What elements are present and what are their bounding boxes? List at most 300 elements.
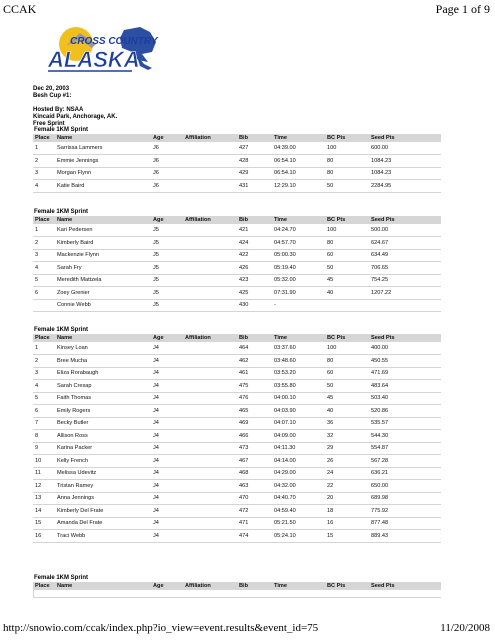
age-cell: J4	[151, 492, 183, 505]
time-cell: 07:31.90	[272, 287, 325, 300]
affiliation-cell	[183, 517, 237, 530]
bib-cell: 474	[237, 530, 272, 543]
col-place: Place	[33, 582, 55, 590]
affiliation-cell	[183, 392, 237, 405]
col-bib: Bib	[237, 216, 272, 224]
table-row	[33, 405, 441, 418]
place-cell: 16	[33, 530, 55, 543]
section-title: Female 1KM Sprint	[34, 327, 89, 333]
seed-pts-cell: 706.65	[369, 262, 441, 275]
bib-cell: 463	[237, 480, 272, 493]
place-cell: 6	[33, 287, 55, 300]
bc-pts-cell: 45	[325, 392, 369, 405]
seed-pts-cell: 503.40	[369, 392, 441, 405]
col-time: Time	[272, 582, 325, 590]
table-row	[33, 442, 441, 455]
bc-pts-cell: 45	[325, 274, 369, 287]
place-cell: 15	[33, 517, 55, 530]
seed-pts-cell: 483.64	[369, 380, 441, 393]
affiliation-cell	[183, 237, 237, 250]
page-number: Page 1 of 9	[435, 2, 490, 16]
bc-pts-cell: 36	[325, 417, 369, 430]
age-cell: J5	[151, 287, 183, 300]
place-cell	[33, 299, 55, 312]
table-row	[33, 180, 441, 193]
col-age: Age	[151, 216, 183, 224]
bib-cell: 475	[237, 380, 272, 393]
name-cell: Morgan Flynn	[55, 167, 151, 180]
seed-pts-cell: 520.86	[369, 405, 441, 418]
results-section-1	[33, 126, 441, 193]
age-cell: J4	[151, 480, 183, 493]
seed-pts-cell: 775.92	[369, 505, 441, 518]
affiliation-cell	[183, 142, 237, 155]
bib-cell: 421	[237, 224, 272, 237]
time-cell: 04:07.10	[272, 417, 325, 430]
name-cell: Kimberly Del Frate	[55, 505, 151, 518]
age-cell: J4	[151, 342, 183, 355]
time-cell: 04:32.00	[272, 480, 325, 493]
bib-cell: 468	[237, 467, 272, 480]
seed-pts-cell	[369, 299, 441, 312]
bc-pts-cell: 50	[325, 262, 369, 275]
name-cell: Faith Thomas	[55, 392, 151, 405]
place-cell: 3	[33, 249, 55, 262]
name-cell: Kinsey Loan	[55, 342, 151, 355]
bc-pts-cell: 80	[325, 167, 369, 180]
seed-pts-cell: 889.43	[369, 530, 441, 543]
age-cell: J4	[151, 442, 183, 455]
table-row	[33, 167, 441, 180]
table-header-row	[33, 134, 441, 142]
bc-pts-cell: 100	[325, 142, 369, 155]
table-row	[33, 155, 441, 168]
bc-pts-cell: 80	[325, 155, 369, 168]
col-place: Place	[33, 334, 55, 342]
col-bc-pts: BC Pts	[325, 216, 369, 224]
name-cell: Melissa Udevitz	[55, 467, 151, 480]
table-row	[33, 355, 441, 368]
seed-pts-cell: 754.25	[369, 274, 441, 287]
time-cell: 12:29.10	[272, 180, 325, 193]
affiliation-cell	[183, 505, 237, 518]
table-header-row	[33, 334, 441, 342]
place-cell: 13	[33, 492, 55, 505]
bc-pts-cell: 100	[325, 342, 369, 355]
bc-pts-cell	[325, 299, 369, 312]
col-bc-pts: BC Pts	[325, 582, 369, 590]
affiliation-cell	[183, 342, 237, 355]
seed-pts-cell: 600.00	[369, 142, 441, 155]
col-seed-pts: Seed Pts	[369, 134, 441, 142]
table-row	[33, 517, 441, 530]
col-place: Place	[33, 134, 55, 142]
name-cell: Kimberly Baird	[55, 237, 151, 250]
name-cell: Amanda Del Frate	[55, 517, 151, 530]
affiliation-cell	[183, 530, 237, 543]
place-cell: 3	[33, 367, 55, 380]
place-cell: 7	[33, 417, 55, 430]
place-cell: 2	[33, 355, 55, 368]
table-row	[33, 380, 441, 393]
seed-pts-cell: 554.87	[369, 442, 441, 455]
place-cell: 6	[33, 405, 55, 418]
bib-cell: 428	[237, 155, 272, 168]
seed-pts-cell: 535.57	[369, 417, 441, 430]
time-cell: 04:00.10	[272, 392, 325, 405]
seed-pts-cell: 689.98	[369, 492, 441, 505]
time-cell: 04:09.00	[272, 430, 325, 443]
affiliation-cell	[183, 405, 237, 418]
col-name: Name	[55, 134, 151, 142]
seed-pts-cell: 567.28	[369, 455, 441, 468]
event-venue: Kincaid Park, Anchorage, AK.	[33, 114, 118, 120]
col-age: Age	[151, 134, 183, 142]
name-cell: Karina Packer	[55, 442, 151, 455]
table-row	[33, 467, 441, 480]
col-place: Place	[33, 216, 55, 224]
name-cell: Connie Webb	[55, 299, 151, 312]
time-cell: 04:03.90	[272, 405, 325, 418]
bc-pts-cell: 80	[325, 237, 369, 250]
cross-country-alaska-logo	[36, 24, 166, 76]
time-cell: 05:21.50	[272, 517, 325, 530]
age-cell: J4	[151, 392, 183, 405]
place-cell: 9	[33, 442, 55, 455]
name-cell: Anna Jennings	[55, 492, 151, 505]
place-cell: 1	[33, 142, 55, 155]
seed-pts-cell: 2284.95	[369, 180, 441, 193]
bib-cell: 424	[237, 237, 272, 250]
table-body	[33, 142, 441, 192]
place-cell: 14	[33, 505, 55, 518]
results-table	[33, 134, 441, 193]
event-style: Free Sprint	[33, 121, 65, 127]
col-bc-pts: BC Pts	[325, 134, 369, 142]
bib-cell: 476	[237, 392, 272, 405]
age-cell: J4	[151, 380, 183, 393]
time-cell: 04:14.00	[272, 455, 325, 468]
affiliation-cell	[183, 442, 237, 455]
bc-pts-cell: 24	[325, 467, 369, 480]
affiliation-cell	[183, 287, 237, 300]
results-table	[33, 334, 441, 543]
name-cell: Sarrissa Lammers	[55, 142, 151, 155]
col-age: Age	[151, 582, 183, 590]
place-cell: 2	[33, 237, 55, 250]
col-name: Name	[55, 334, 151, 342]
affiliation-cell	[183, 455, 237, 468]
time-cell: -	[272, 299, 325, 312]
table-row	[33, 492, 441, 505]
bc-pts-cell: 60	[325, 249, 369, 262]
seed-pts-cell: 624.67	[369, 237, 441, 250]
seed-pts-cell: 634.49	[369, 249, 441, 262]
col-time: Time	[272, 134, 325, 142]
age-cell: J4	[151, 505, 183, 518]
age-cell: J4	[151, 455, 183, 468]
time-cell: 06:54.10	[272, 155, 325, 168]
affiliation-cell	[183, 355, 237, 368]
table-row	[33, 299, 441, 312]
time-cell: 04:57.70	[272, 237, 325, 250]
name-cell: Katie Baird	[55, 180, 151, 193]
col-seed-pts: Seed Pts	[369, 334, 441, 342]
affiliation-cell	[183, 480, 237, 493]
name-cell: Eliza Rorabaugh	[55, 367, 151, 380]
logo-graphic	[36, 24, 166, 76]
table-row	[33, 430, 441, 443]
affiliation-cell	[183, 167, 237, 180]
event-info	[33, 86, 233, 128]
affiliation-cell	[183, 417, 237, 430]
age-cell: J4	[151, 367, 183, 380]
place-cell: 12	[33, 480, 55, 493]
name-cell: Sarah Cresap	[55, 380, 151, 393]
age-cell: J4	[151, 430, 183, 443]
bc-pts-cell: 100	[325, 224, 369, 237]
time-cell: 04:39.00	[272, 142, 325, 155]
time-cell: 04:11.30	[272, 442, 325, 455]
bc-pts-cell: 40	[325, 287, 369, 300]
age-cell: J5	[151, 237, 183, 250]
table-row	[33, 455, 441, 468]
bc-pts-cell: 32	[325, 430, 369, 443]
col-name: Name	[55, 582, 151, 590]
table-row	[33, 274, 441, 287]
bib-cell: 465	[237, 405, 272, 418]
seed-pts-cell: 877.48	[369, 517, 441, 530]
age-cell: J4	[151, 517, 183, 530]
place-cell: 11	[33, 467, 55, 480]
bc-pts-cell: 50	[325, 380, 369, 393]
page-break-edge	[33, 590, 441, 598]
table-row	[33, 237, 441, 250]
bib-cell: 426	[237, 262, 272, 275]
age-cell: J6	[151, 167, 183, 180]
bib-cell: 427	[237, 142, 272, 155]
name-cell: Kari Pedersen	[55, 224, 151, 237]
results-table	[33, 216, 441, 312]
age-cell: J5	[151, 299, 183, 312]
table-row	[33, 367, 441, 380]
place-cell: 2	[33, 155, 55, 168]
age-cell: J4	[151, 417, 183, 430]
time-cell: 06:54.10	[272, 167, 325, 180]
section-title: Female 1KM Sprint	[34, 127, 89, 133]
time-cell: 05:32.00	[272, 274, 325, 287]
seed-pts-cell: 400.00	[369, 342, 441, 355]
bib-cell: 423	[237, 274, 272, 287]
time-cell: 03:55.80	[272, 380, 325, 393]
print-date: 11/20/2008	[440, 622, 490, 634]
seed-pts-cell: 450.55	[369, 355, 441, 368]
age-cell: J5	[151, 249, 183, 262]
col-time: Time	[272, 334, 325, 342]
place-cell: 4	[33, 380, 55, 393]
event-name: Besh Cup #1:	[33, 93, 72, 99]
svg-text:ALASKA: ALASKA	[48, 47, 140, 72]
table-body	[33, 224, 441, 312]
col-time: Time	[272, 216, 325, 224]
age-cell: J6	[151, 180, 183, 193]
affiliation-cell	[183, 492, 237, 505]
col-name: Name	[55, 216, 151, 224]
name-cell: Tristan Ramey	[55, 480, 151, 493]
bib-cell: 425	[237, 287, 272, 300]
affiliation-cell	[183, 262, 237, 275]
bc-pts-cell: 16	[325, 517, 369, 530]
section-title: Female 1KM Sprint	[34, 575, 89, 581]
age-cell: J6	[151, 142, 183, 155]
time-cell: 04:40.70	[272, 492, 325, 505]
page-url: http://snowio.com/ccak/index.php?io_view=event.results&event_id=75	[3, 622, 319, 634]
table-row	[33, 530, 441, 543]
seed-pts-cell: 471.69	[369, 367, 441, 380]
time-cell: 05:00.30	[272, 249, 325, 262]
name-cell: Kelly French	[55, 455, 151, 468]
affiliation-cell	[183, 224, 237, 237]
table-row	[33, 505, 441, 518]
bc-pts-cell: 26	[325, 455, 369, 468]
seed-pts-cell: 1084.23	[369, 155, 441, 168]
affiliation-cell	[183, 155, 237, 168]
table-header-row	[33, 216, 441, 224]
table-row	[33, 142, 441, 155]
name-cell: Emmie Jennings	[55, 155, 151, 168]
place-cell: 10	[33, 455, 55, 468]
affiliation-cell	[183, 274, 237, 287]
name-cell: Allison Ross	[55, 430, 151, 443]
seed-pts-cell: 544.30	[369, 430, 441, 443]
name-cell: Mackenzie Flynn	[55, 249, 151, 262]
col-seed-pts: Seed Pts	[369, 216, 441, 224]
age-cell: J6	[151, 155, 183, 168]
svg-text:CROSS COUNTRY: CROSS COUNTRY	[70, 36, 158, 47]
site-title: CCAK	[3, 2, 37, 16]
name-cell: Zoey Grenier	[55, 287, 151, 300]
bib-cell: 470	[237, 492, 272, 505]
bib-cell: 430	[237, 299, 272, 312]
table-row	[33, 262, 441, 275]
print-header	[3, 2, 490, 20]
name-cell: Traci Webb	[55, 530, 151, 543]
place-cell: 3	[33, 167, 55, 180]
col-affiliation: Affiliation	[183, 134, 237, 142]
results-section-4	[33, 574, 441, 598]
age-cell: J4	[151, 405, 183, 418]
bib-cell: 464	[237, 342, 272, 355]
col-affiliation: Affiliation	[183, 216, 237, 224]
results-section-2	[33, 208, 441, 312]
bib-cell: 431	[237, 180, 272, 193]
col-bib: Bib	[237, 334, 272, 342]
time-cell: 05:24.10	[272, 530, 325, 543]
bib-cell: 473	[237, 442, 272, 455]
results-section-3	[33, 326, 441, 543]
age-cell: J5	[151, 224, 183, 237]
bc-pts-cell: 50	[325, 180, 369, 193]
seed-pts-cell: 636.21	[369, 467, 441, 480]
seed-pts-cell: 500.00	[369, 224, 441, 237]
name-cell: Becky Butler	[55, 417, 151, 430]
print-footer	[3, 622, 490, 636]
place-cell: 1	[33, 224, 55, 237]
name-cell: Bree Mucha	[55, 355, 151, 368]
col-affiliation: Affiliation	[183, 334, 237, 342]
place-cell: 8	[33, 430, 55, 443]
age-cell: J4	[151, 530, 183, 543]
bib-cell: 466	[237, 430, 272, 443]
seed-pts-cell: 650.00	[369, 480, 441, 493]
event-host: Hosted By: NSAA	[33, 107, 84, 113]
col-bib: Bib	[237, 582, 272, 590]
table-row	[33, 392, 441, 405]
age-cell: J5	[151, 262, 183, 275]
place-cell: 4	[33, 262, 55, 275]
bc-pts-cell: 29	[325, 442, 369, 455]
time-cell: 05:19.40	[272, 262, 325, 275]
results-table	[33, 582, 441, 590]
seed-pts-cell: 1084.23	[369, 167, 441, 180]
table-header-row	[33, 582, 441, 590]
time-cell: 03:53.20	[272, 367, 325, 380]
col-bc-pts: BC Pts	[325, 334, 369, 342]
time-cell: 04:59.40	[272, 505, 325, 518]
bib-cell: 429	[237, 167, 272, 180]
table-body	[33, 342, 441, 542]
age-cell: J5	[151, 274, 183, 287]
bib-cell: 462	[237, 355, 272, 368]
place-cell: 4	[33, 180, 55, 193]
bib-cell: 461	[237, 367, 272, 380]
table-row	[33, 224, 441, 237]
col-bib: Bib	[237, 134, 272, 142]
time-cell: 03:48.60	[272, 355, 325, 368]
place-cell: 5	[33, 392, 55, 405]
table-row	[33, 417, 441, 430]
place-cell: 5	[33, 274, 55, 287]
affiliation-cell	[183, 367, 237, 380]
bc-pts-cell: 40	[325, 405, 369, 418]
affiliation-cell	[183, 180, 237, 193]
affiliation-cell	[183, 467, 237, 480]
bc-pts-cell: 20	[325, 492, 369, 505]
bib-cell: 422	[237, 249, 272, 262]
bc-pts-cell: 80	[325, 355, 369, 368]
bib-cell: 467	[237, 455, 272, 468]
time-cell: 04:24.70	[272, 224, 325, 237]
time-cell: 03:37.60	[272, 342, 325, 355]
col-age: Age	[151, 334, 183, 342]
bc-pts-cell: 15	[325, 530, 369, 543]
table-row	[33, 342, 441, 355]
bc-pts-cell: 60	[325, 367, 369, 380]
table-row	[33, 480, 441, 493]
name-cell: Sarah Fry	[55, 262, 151, 275]
seed-pts-cell: 1207.22	[369, 287, 441, 300]
bib-cell: 469	[237, 417, 272, 430]
affiliation-cell	[183, 430, 237, 443]
affiliation-cell	[183, 299, 237, 312]
col-seed-pts: Seed Pts	[369, 582, 441, 590]
place-cell: 1	[33, 342, 55, 355]
name-cell: Meredith Mattzela	[55, 274, 151, 287]
bc-pts-cell: 18	[325, 505, 369, 518]
event-date: Dec 20, 2003	[33, 86, 70, 92]
table-row	[33, 287, 441, 300]
time-cell: 04:29.00	[272, 467, 325, 480]
